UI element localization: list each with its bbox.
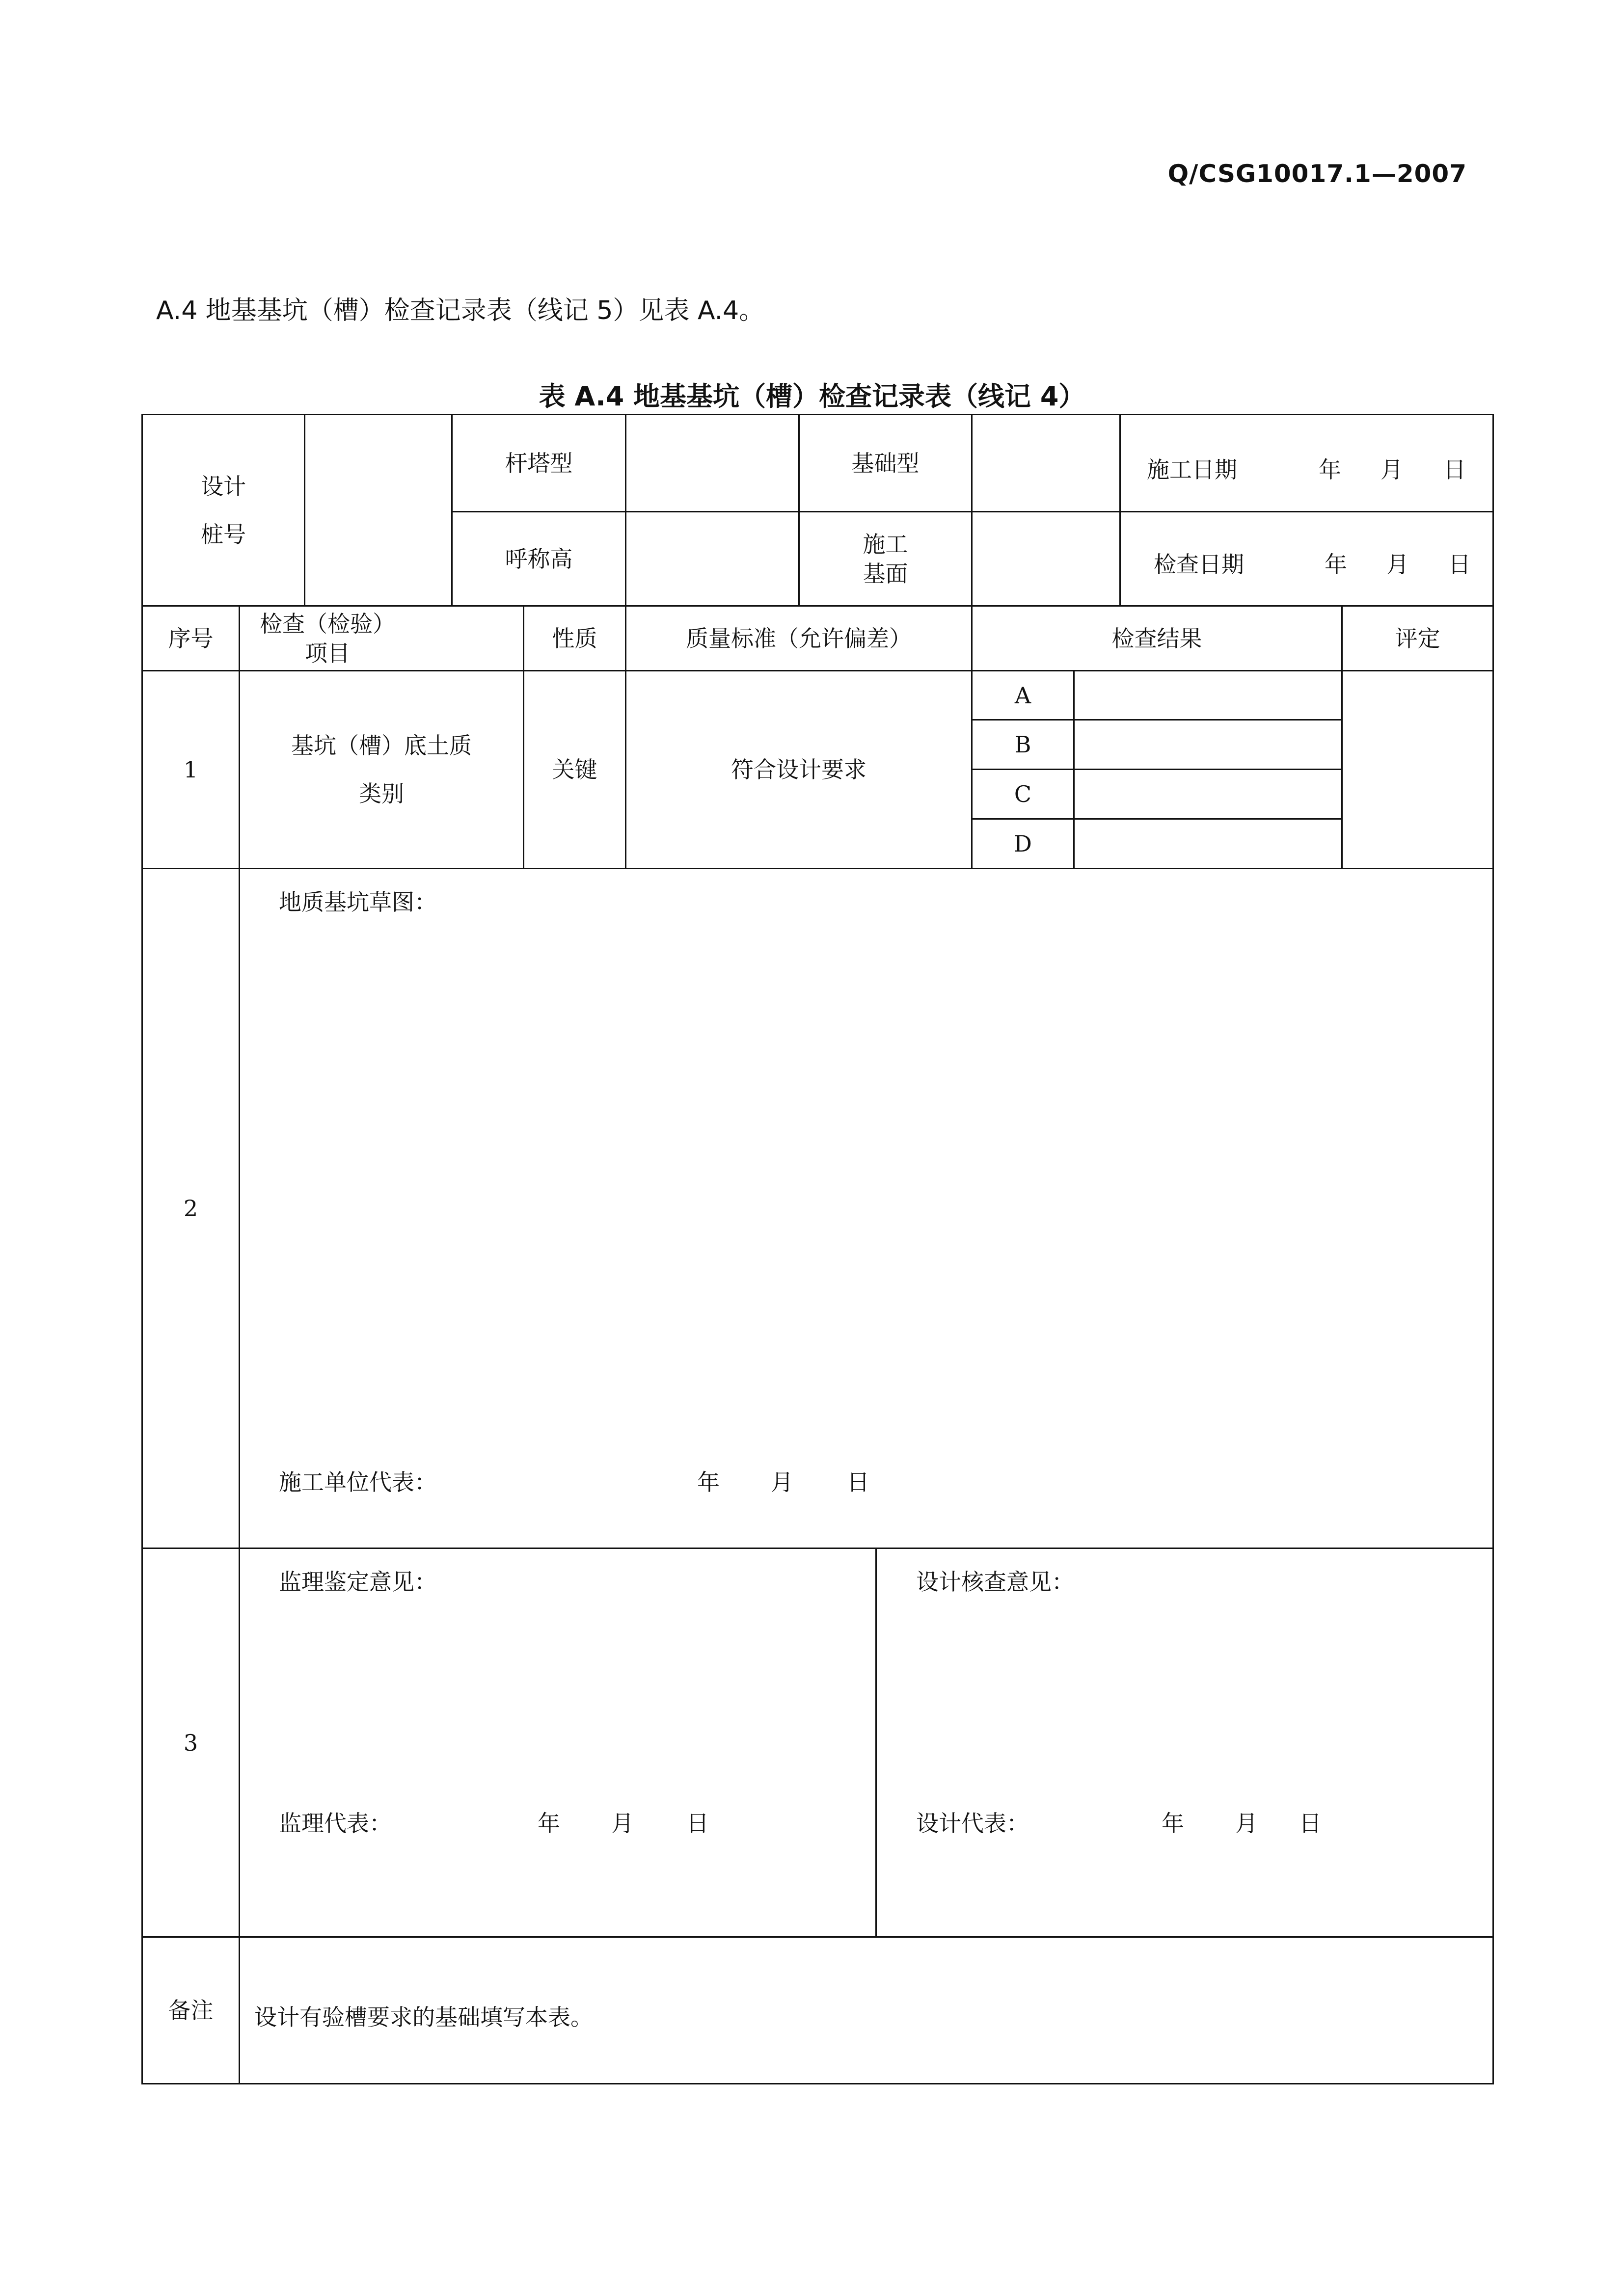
foundation-type-value[interactable] <box>973 415 1119 511</box>
construction-rep-year: 年 <box>697 1469 720 1495</box>
row1-nature: 关键 <box>552 756 597 783</box>
table-line <box>141 868 1494 869</box>
construction-rep-label: 施工单位代表： <box>279 1469 437 1495</box>
column-header-nature: 性质 <box>552 625 597 652</box>
row1-result-label-d: D <box>1014 830 1032 857</box>
construction-date-month: 月 <box>1380 456 1403 483</box>
row3-seq: 3 <box>183 1729 198 1756</box>
column-header-rating: 评定 <box>1395 625 1440 652</box>
design-pile-label: 设计 桩号 <box>201 473 246 548</box>
tower-type-value[interactable] <box>626 415 798 511</box>
design-rep-day: 日 <box>1299 1810 1322 1837</box>
row1-item: 基坑（槽）底土质 类别 <box>291 732 472 807</box>
inspection-date-month: 月 <box>1386 551 1409 578</box>
supervision-rep-day: 日 <box>686 1810 709 1837</box>
row1-result-value-b[interactable] <box>1075 721 1341 769</box>
column-header-result: 检查结果 <box>1111 625 1202 652</box>
design-pile-value[interactable] <box>305 415 451 605</box>
column-header-seq: 序号 <box>168 625 214 652</box>
inspection-date-day: 日 <box>1448 551 1471 578</box>
construction-date-label: 施工日期 <box>1147 456 1237 483</box>
column-header-standard: 质量标准（允许偏差） <box>686 625 912 652</box>
table-caption: 表 A.4 地基基坑（槽）检查记录表（线记 4） <box>539 381 1085 412</box>
row1-result-label-c: C <box>1014 781 1032 807</box>
row1-result-label-b: B <box>1014 731 1031 758</box>
construction-rep-day: 日 <box>847 1469 869 1495</box>
nominal-height-label: 呼称高 <box>505 545 573 572</box>
table-line <box>141 1548 1494 1549</box>
table-line <box>141 1936 1494 1938</box>
document-code: Q/CSG10017.1—2007 <box>1167 160 1467 188</box>
design-rep-label: 设计代表： <box>916 1810 1029 1837</box>
tower-type-label: 杆塔型 <box>505 450 573 477</box>
row1-result-value-a[interactable] <box>1075 671 1341 719</box>
supervision-rep-label: 监理代表： <box>279 1810 392 1837</box>
construction-base-value[interactable] <box>973 512 1119 605</box>
sketch-label: 地质基坑草图： <box>279 889 437 915</box>
table-border-bottom <box>141 2083 1494 2084</box>
row1-result-value-c[interactable] <box>1075 770 1341 818</box>
design-opinion-label: 设计核查意见： <box>916 1569 1074 1595</box>
supervision-rep-month: 月 <box>611 1810 634 1837</box>
design-rep-month: 月 <box>1235 1810 1258 1837</box>
remarks-text: 设计有验槽要求的基础填写本表。 <box>254 2004 593 2030</box>
supervision-opinion-label: 监理鉴定意见： <box>279 1569 437 1595</box>
supervision-rep-year: 年 <box>538 1810 560 1837</box>
design-rep-year: 年 <box>1162 1810 1184 1837</box>
row2-seq: 2 <box>183 1195 198 1222</box>
foundation-type-label: 基础型 <box>851 450 920 477</box>
nominal-height-value[interactable] <box>626 512 798 605</box>
construction-rep-month: 月 <box>771 1469 793 1495</box>
table-border-right <box>1492 414 1494 2084</box>
row1-result-label-a: A <box>1014 682 1031 709</box>
column-header-item: 检查（检验）项目 <box>260 610 395 667</box>
inspection-date-label: 检查日期 <box>1154 551 1244 578</box>
section-heading: A.4 地基基坑（槽）检查记录表（线记 5）见表 A.4。 <box>156 296 765 325</box>
table-line <box>1119 414 1121 605</box>
construction-date-year: 年 <box>1319 456 1341 483</box>
inspection-date-year: 年 <box>1325 551 1347 578</box>
row1-standard: 符合设计要求 <box>731 756 866 783</box>
row1-rating-value[interactable] <box>1343 671 1492 868</box>
construction-date-day: 日 <box>1443 456 1466 483</box>
remarks-label: 备注 <box>168 1997 214 2024</box>
row1-seq: 1 <box>183 756 198 783</box>
row1-result-value-d[interactable] <box>1075 820 1341 868</box>
table-line <box>875 1548 877 1936</box>
construction-base-label: 施工 基面 <box>863 531 908 587</box>
